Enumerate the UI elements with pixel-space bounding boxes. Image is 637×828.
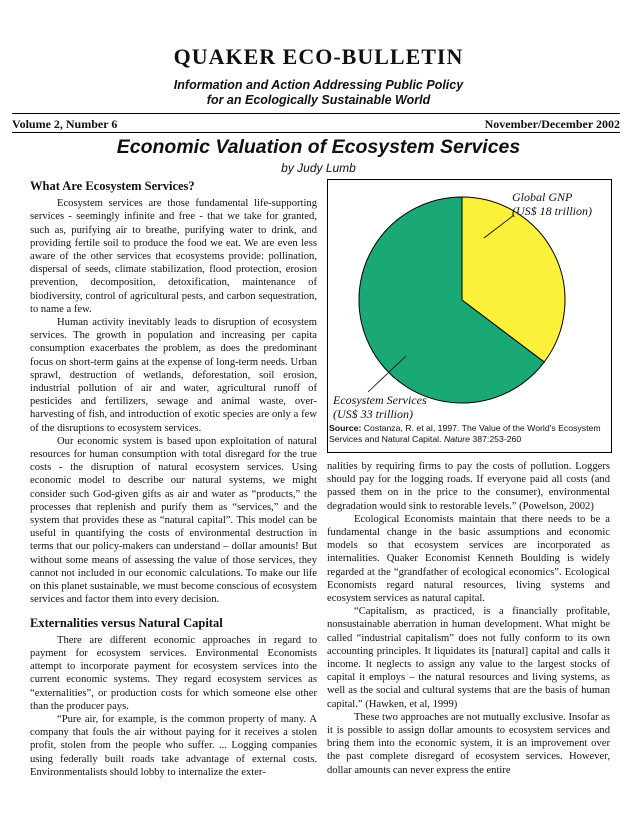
slice-label-global-gnp-value: (US$ 18 trillion)	[512, 204, 592, 218]
masthead-subtitle-line1: Information and Action Addressing Public Policy	[173, 78, 464, 92]
right-column	[327, 460, 610, 777]
paragraph: “Capitalism, as practiced, is a financially profitable, nonsustainable aberration in human development. What might be called “industrial capitalism” does not fully conform to its own accounting principles. It liquidates its [natural] capital and calls it income. It neglects to assign any value to the largest stocks of capital it employs – the natural resources and living systems, as well as the social and cultural systems that are the basis of human capital.” (Hawken, et al, 1999)	[327, 606, 610, 710]
masthead-title: QUAKER ECO-BULLETIN	[173, 44, 464, 69]
source-label: Source:	[329, 423, 362, 433]
header-rule-bottom	[12, 132, 620, 133]
legend-label-ecosystem-services	[333, 393, 427, 421]
source-journal: Nature	[443, 434, 471, 444]
paragraph: Ecosystem services are those fundamental life-supporting services - seemingly infinite and free - that we take for granted, such as, purifying air to breathe, purifying water to drink, and providing fertile soil to produce the food we eat. We are even less aware of the other services that ecosystems provide: pollination, dispersal of seeds, climate stabilization, flood protection, erosion prevention, decomposition, detoxification, maintenance of biodiversity, control of agricultural pests, and carbon sequestration, to name a few.	[30, 198, 317, 315]
volume-label: Volume 2, Number 6	[12, 117, 118, 131]
issue-date: November/December 2002	[484, 117, 620, 131]
paragraph: “Pure air, for example, is the common property of many. A company that fouls the air without paying for it receives a stolen profit, stolen from the people who suffer. ... Logging companies using federally built roads take advantage of external costs. Environmentalists should lobby to internalize the exter-	[30, 713, 317, 778]
pie-chart-figure	[327, 179, 612, 453]
source-text: Costanza, R. et al, 1997. The Value of the World's Ecosystem Services and Natural Capital.	[329, 423, 601, 444]
paragraph: Our economic system is based upon exploitation of natural resources for human consumption with total disregard for the true costs - the disruption of natural ecosystem services. Using economic model to describe our natural systems, we might consider such God-given gifts as air and water as “products,” the processes that replenish and purify them as “services,” and the system that provides these as “natural capital”. This model can be useful in quantifying the costs of environmental destruction in terms that our policy-makers can understand – dollar amounts! But without some means of assessing the value of those services, they cannot not included in our economic calculations. To make our life on this planet sustainable, we must become conscious of ecosystem services and factor them into every decision.	[30, 435, 317, 606]
source-reference: 387:253-260	[470, 434, 522, 444]
paragraph: There are different economic approaches in regard to payment for ecosystem services. Environmental Economists attempt to incorporate payment for ecosystem services into the current economic systems. They regard ecosystem services as “externalities”, or production costs for which someone else other than the producer pays.	[30, 634, 317, 712]
article-title: Economic Valuation of Ecosystem Services	[116, 136, 521, 158]
legend-label-global-gnp	[512, 190, 592, 218]
article-byline: by Judy Lumb	[281, 161, 356, 175]
section-heading-ecosystem-services: What Are Ecosystem Services?	[30, 179, 195, 193]
chart-source-caption	[329, 423, 609, 445]
section-heading-externalities: Externalities versus Natural Capital	[30, 615, 223, 630]
slice-label-global-gnp-name: Global GNP	[512, 190, 573, 204]
masthead-subtitle-line2: for an Ecologically Sustainable World	[206, 93, 431, 107]
slice-label-ecosystem-name: Ecosystem Services	[333, 393, 427, 407]
left-column	[30, 180, 317, 779]
header-rule-top	[12, 113, 620, 114]
paragraph: Ecological Economists maintain that there needs to be a fundamental change in the basic assumptions and economic models so that ecosystem services are incorporated as internalities. Quaker Economist Kenneth Boulding is widely regarded at the “grandfather of ecological economics”. Ecological Economists regard natural resources, living systems and ecosystem services as natural capital.	[327, 513, 610, 605]
paragraph: Human activity inevitably leads to disruption of ecosystem services. The growth in population and increasing per capita consumption exacerbates the problem, as does the predominant focus on short-term gains at the expense of long-term needs. Urban sprawl, destruction of wetlands, deforestation, soil erosion, industrial pollution of air and water, agricultural runoff of pesticides and fertilizers, sewage and animal waste, over-harvesting of fish, and introduction of exotic species are only a few of the disruptions to ecosystem services.	[30, 317, 317, 434]
slice-label-ecosystem-value: (US$ 33 trillion)	[333, 407, 413, 421]
paragraph: These two approaches are not mutually exclusive. Insofar as it is possible to assign dollar amounts to ecosystem services and bring them into the economic system, it is an improvement over the past complete disregard of ecosystem services. However, dollar amounts can never express the entire	[327, 711, 610, 776]
paragraph: nalities by requiring firms to pay the costs of pollution. Loggers should pay for the logging roads. If everyone paid all costs (and passed them on in the price to the consumer), environmental degradation would sink to restorable levels.” (Powelson, 2002)	[327, 461, 610, 512]
